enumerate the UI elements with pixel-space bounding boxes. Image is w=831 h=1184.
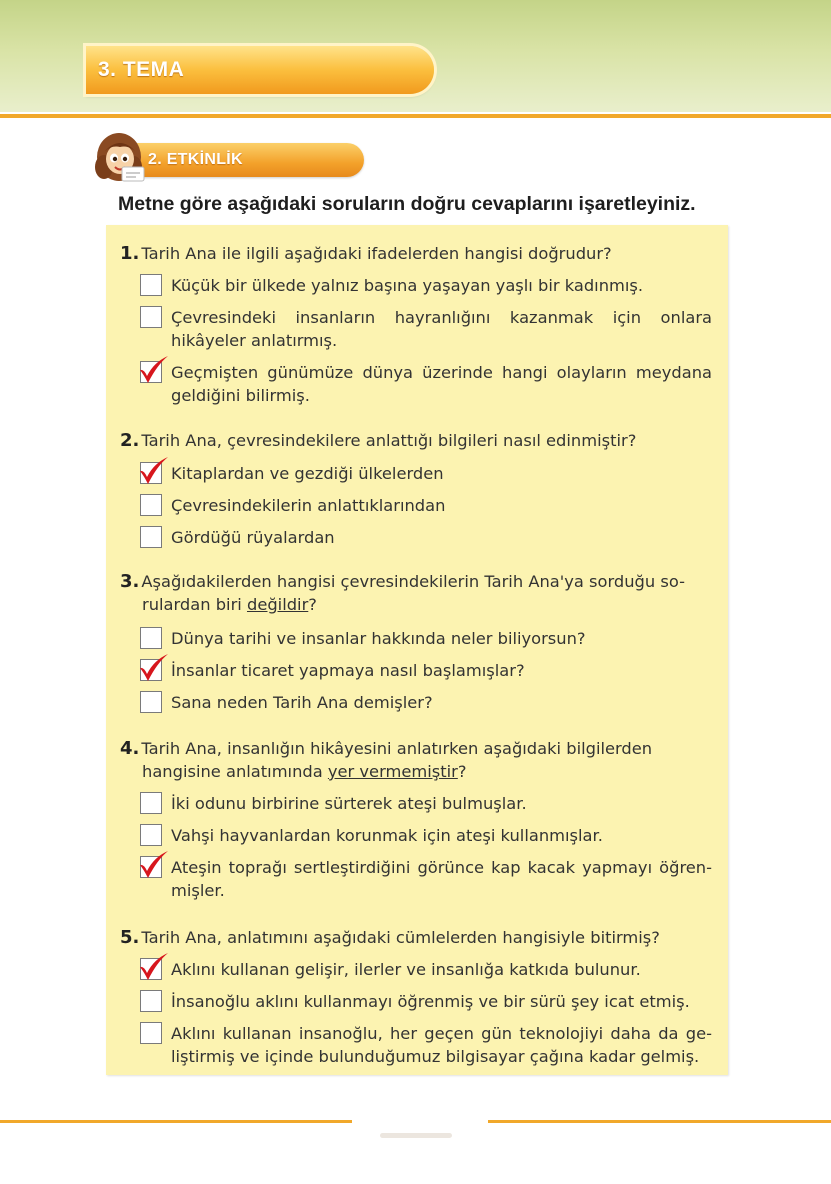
- footer-divider-left: [0, 1120, 352, 1123]
- question-5: [120, 926, 712, 949]
- red-checkmark-icon: [137, 652, 171, 684]
- question-text: Aşağıdakilerden hangisi çevresindekilerin Tarih Ana'ya sorduğu so-: [141, 572, 685, 591]
- option-5b[interactable]: [140, 990, 712, 1013]
- option-text: Kitaplardan ve gezdiği ülkelerden: [171, 464, 444, 483]
- question-number: 1.: [120, 243, 140, 264]
- option-text: Çevresindeki insanların hayranlığını kazanmak için onlara hikâyeler anlatırmış.: [171, 308, 712, 350]
- option-3c[interactable]: [140, 691, 712, 714]
- option-text: İnsanoğlu aklını kullanmayı öğrenmiş ve bir sürü şey icat etmiş.: [171, 992, 690, 1011]
- option-text: İnsanlar ticaret yapmaya nasıl başlamışlar?: [171, 661, 525, 680]
- option-text: Aklını kullanan insanoğlu, her geçen gün teknolojiyi daha da ge-liştirmiş ve içinde bulunduğumuz bilgisayar çağına kadar gelmiş.: [171, 1024, 712, 1066]
- option-2b[interactable]: [140, 494, 712, 517]
- option-1a[interactable]: [140, 274, 712, 297]
- girl-mascot-icon: [92, 127, 152, 185]
- question-text-part: ?: [457, 762, 467, 781]
- red-checkmark-icon: [137, 455, 171, 487]
- question-2: [120, 429, 712, 452]
- option-1c[interactable]: [140, 361, 712, 407]
- header-divider: [0, 114, 831, 118]
- red-checkmark-icon: [137, 354, 171, 386]
- page-mark: [380, 1133, 452, 1138]
- question-number: 2.: [120, 430, 140, 451]
- activity-label: 2. ETKİNLİK: [148, 151, 243, 168]
- option-3b[interactable]: [140, 659, 712, 682]
- checkbox-icon[interactable]: [140, 691, 162, 713]
- checkbox-icon[interactable]: [140, 306, 162, 328]
- question-text: Tarih Ana, çevresindekilere anlattığı bilgileri nasıl edinmiştir?: [141, 431, 637, 450]
- option-text: Geçmişten günümüze dünya üzerinde hangi olayların meydana geldiğini bilirmiş.: [171, 363, 712, 405]
- option-text: Çevresindekilerin anlattıklarından: [171, 496, 446, 515]
- question-number: 3.: [120, 571, 140, 592]
- option-4a[interactable]: [140, 792, 712, 815]
- option-1b[interactable]: [140, 306, 712, 352]
- question-3: [120, 570, 712, 616]
- checkbox-icon[interactable]: [140, 792, 162, 814]
- option-text: Gördüğü rüyalardan: [171, 528, 335, 547]
- question-text: Tarih Ana, insanlığın hikâyesini anlatırken aşağıdaki bilgilerden: [141, 739, 653, 758]
- emphasis-underline: yer vermemiştir: [327, 762, 458, 781]
- instruction-text: Metne göre aşağıdaki soruların doğru cevaplarını işaretleyiniz.: [118, 193, 696, 215]
- question-text-continuation: [120, 593, 712, 616]
- option-4b[interactable]: [140, 824, 712, 847]
- theme-label: 3. TEMA: [98, 58, 185, 81]
- option-text: Sana neden Tarih Ana demişler?: [171, 693, 433, 712]
- option-text: Küçük bir ülkede yalnız başına yaşayan yaşlı bir kadınmış.: [171, 276, 644, 295]
- question-number: 4.: [120, 738, 140, 759]
- option-2a[interactable]: [140, 462, 712, 485]
- question-text: Tarih Ana ile ilgili aşağıdaki ifadelerden hangisi doğrudur?: [141, 244, 612, 263]
- checkbox-icon[interactable]: [140, 1022, 162, 1044]
- question-4: [120, 737, 712, 783]
- question-text-part: rulardan biri: [142, 595, 247, 614]
- option-text: Ateşin toprağı sertleştirdiğini görünce kap kacak yapmayı öğren-mişler.: [171, 858, 712, 900]
- checkbox-icon[interactable]: [140, 274, 162, 296]
- option-text: Vahşi hayvanlardan korunmak için ateşi kullanmışlar.: [171, 826, 603, 845]
- option-text: Dünya tarihi ve insanlar hakkında neler biliyorsun?: [171, 629, 586, 648]
- red-checkmark-icon: [137, 951, 171, 983]
- question-text-continuation: [120, 760, 712, 783]
- emphasis-underline: değildir: [246, 595, 309, 614]
- question-1: [120, 242, 712, 265]
- question-number: 5.: [120, 927, 140, 948]
- checkbox-icon[interactable]: [140, 494, 162, 516]
- checkbox-icon[interactable]: [140, 990, 162, 1012]
- option-text: Aklını kullanan gelişir, ilerler ve insanlığa katkıda bulunur.: [171, 960, 641, 979]
- checkbox-icon[interactable]: [140, 824, 162, 846]
- option-5c[interactable]: [140, 1022, 712, 1068]
- red-checkmark-icon: [137, 849, 171, 881]
- footer-divider-right: [488, 1120, 831, 1123]
- question-text: Tarih Ana, anlatımını aşağıdaki cümlelerden hangisiyle bitirmiş?: [141, 928, 660, 947]
- checkbox-icon[interactable]: [140, 526, 162, 548]
- option-text: İki odunu birbirine sürterek ateşi bulmuşlar.: [171, 794, 527, 813]
- option-2c[interactable]: [140, 526, 712, 549]
- option-4c[interactable]: [140, 856, 712, 902]
- checkbox-icon[interactable]: [140, 627, 162, 649]
- option-5a[interactable]: [140, 958, 712, 981]
- question-text-part: ?: [308, 595, 317, 614]
- option-3a[interactable]: [140, 627, 712, 650]
- question-text-part: hangisine anlatımında: [142, 762, 328, 781]
